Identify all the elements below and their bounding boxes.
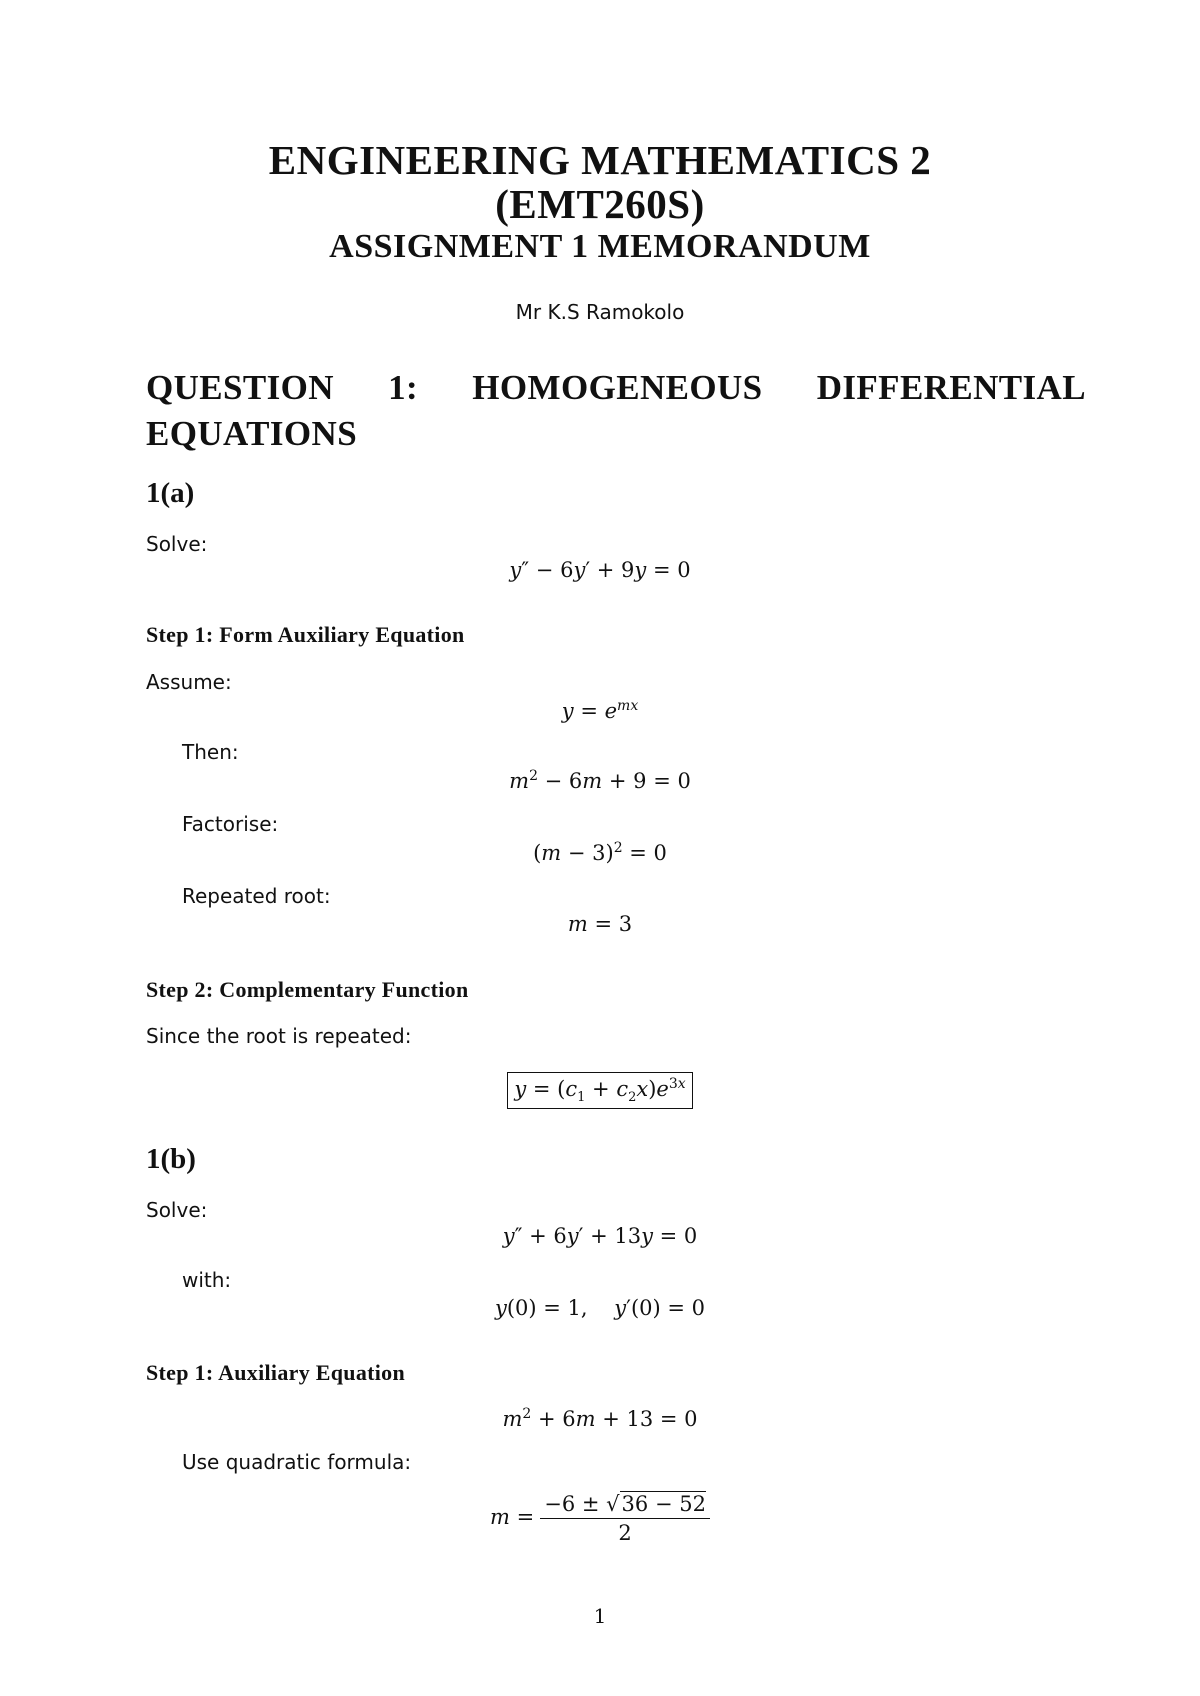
heading-word: DIFFERENTIAL bbox=[816, 368, 1086, 407]
heading-word: HOMOGENEOUS bbox=[472, 368, 763, 407]
equation-ode-a: y″ − 6y′ + 9y = 0 bbox=[509, 558, 691, 582]
title-line-1: ENGINEERING MATHEMATICS 2 bbox=[268, 137, 932, 183]
quadratic-label: Use quadratic formula: bbox=[182, 1450, 412, 1474]
heading-line-2: EQUATIONS bbox=[146, 414, 358, 453]
since-label: Since the root is repeated: bbox=[146, 1024, 412, 1048]
step-2-heading-a: Step 2: Complementary Function bbox=[146, 977, 469, 1002]
then-label: Then: bbox=[182, 740, 239, 764]
heading-word: 1: bbox=[388, 368, 419, 407]
factorise-label: Factorise: bbox=[182, 812, 279, 836]
title-line-2: (EMT260S) bbox=[495, 181, 705, 227]
question-1-heading bbox=[146, 365, 1086, 457]
equation-ode-b: y″ + 6y′ + 13y = 0 bbox=[502, 1224, 698, 1248]
step-1-heading-a: Step 1: Form Auxiliary Equation bbox=[146, 622, 465, 647]
solve-label: Solve: bbox=[146, 1198, 208, 1222]
equation-auxiliary-a: $m^2 - 6m + 9 = 0$ bbox=[509, 768, 691, 793]
part-a-label: 1(a) bbox=[146, 477, 195, 509]
equation-initial-conditions: y(0) = 1, y′(0) = 0 bbox=[494, 1296, 705, 1320]
solve-label: Solve: bbox=[146, 532, 208, 556]
repeated-root-label: Repeated root: bbox=[182, 884, 331, 908]
document-subtitle: ASSIGNMENT 1 MEMORANDUM bbox=[329, 228, 871, 265]
equation-quadratic-formula: m = $\frac{-6 \pm √36 - 52}{2}$ bbox=[0, 1492, 1200, 1545]
heading-word: QUESTION bbox=[146, 368, 334, 407]
with-label: with: bbox=[182, 1268, 232, 1292]
step-1-heading-b: Step 1: Auxiliary Equation bbox=[146, 1360, 406, 1385]
equation-auxiliary-b: $m^2 + 6m + 13 = 0$ bbox=[502, 1406, 698, 1431]
boxed-solution-a: $y = (c_1 + c_2x)e^{3x}$ bbox=[0, 1072, 1200, 1109]
page-number: 1 bbox=[593, 1604, 607, 1628]
author: Mr K.S Ramokolo bbox=[515, 300, 685, 324]
equation-factorised: $(m - 3)^2 = 0$ bbox=[533, 840, 667, 865]
equation-assume: $y = e^{mx}$ bbox=[561, 698, 639, 723]
document-title bbox=[0, 138, 1200, 226]
assume-label: Assume: bbox=[146, 670, 232, 694]
part-b-label: 1(b) bbox=[146, 1143, 196, 1175]
equation-root: m = 3 bbox=[567, 912, 633, 936]
